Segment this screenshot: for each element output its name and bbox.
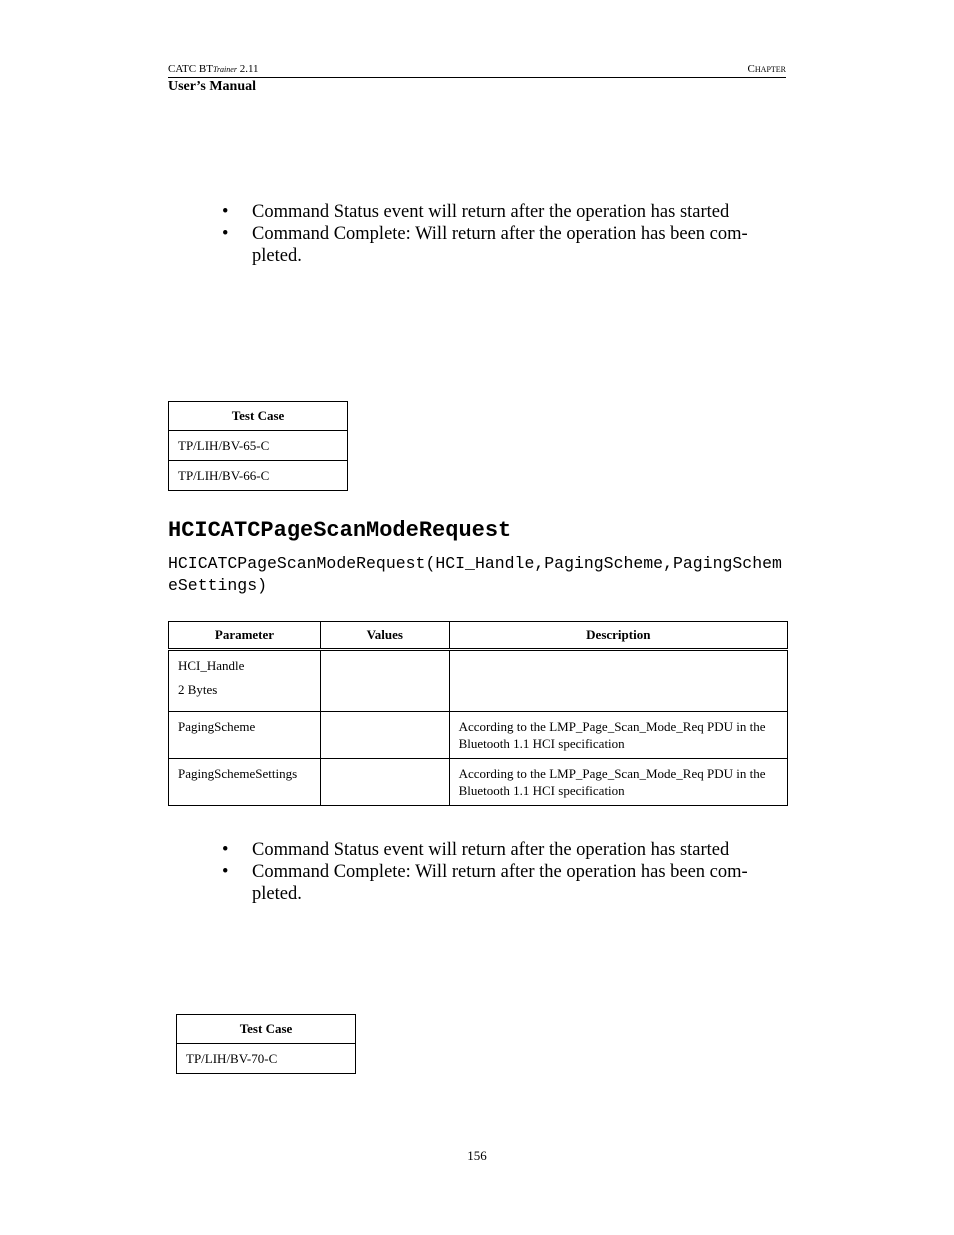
list-item: • Command Status event will return after the operation has started — [222, 202, 730, 222]
table-row: TP/LIH/BV-66-C — [169, 461, 348, 491]
page-number: 156 — [467, 1148, 487, 1163]
column-header-description: Description — [449, 622, 787, 650]
table-row: TP/LIH/BV-70-C — [177, 1044, 356, 1074]
table-row: TP/LIH/BV-65-C — [169, 431, 348, 461]
description-cell — [449, 650, 787, 712]
section-title: HCICATCPageScanModeRequest — [168, 518, 512, 543]
param-cell: HCI_Handle 2 Bytes — [169, 650, 321, 712]
table-header: Test Case — [169, 402, 348, 431]
table-header: Test Case — [177, 1015, 356, 1044]
description-cell: According to the LMP_Page_Scan_Mode_Req PDU in the Bluetooth 1.1 HCI specification — [449, 759, 787, 806]
table-row — [169, 759, 788, 806]
test-case-table — [168, 401, 348, 491]
table-row — [169, 650, 788, 712]
bullet-list-bottom — [222, 839, 767, 905]
header-rule — [168, 77, 786, 78]
description-cell: According to the LMP_Page_Scan_Mode_Req PDU in the Bluetooth 1.1 HCI specification — [449, 712, 787, 759]
test-case-table-2 — [176, 1014, 356, 1074]
values-cell — [320, 712, 449, 759]
running-header-product — [168, 63, 259, 75]
param-cell: PagingScheme — [169, 712, 321, 759]
values-cell — [320, 759, 449, 806]
column-header-parameter: Parameter — [169, 622, 321, 650]
product-name-italic: Trainer — [212, 65, 237, 74]
column-header-values: Values — [320, 622, 449, 650]
product-name: CATC BT — [168, 63, 213, 75]
list-item: • Command Complete: Will return after the operation has been com-pleted. — [222, 862, 748, 904]
chapter-label: Chapter — [747, 63, 786, 75]
table-row — [169, 712, 788, 759]
list-item: • Command Status event will return after the operation has started — [222, 840, 730, 860]
values-cell — [320, 650, 449, 712]
function-signature: HCICATCPageScanModeRequest(HCI_Handle,PagingScheme,PagingSchemeSettings) — [168, 554, 782, 595]
param-cell: PagingSchemeSettings — [169, 759, 321, 806]
product-version: 2.11 — [239, 63, 259, 75]
list-item: • Command Complete: Will return after the operation has been com-pleted. — [222, 224, 748, 266]
parameter-table — [168, 621, 788, 806]
running-header-chapter — [748, 63, 786, 75]
bullet-list-top — [222, 201, 767, 267]
manual-title: User’s Manual — [168, 79, 257, 94]
